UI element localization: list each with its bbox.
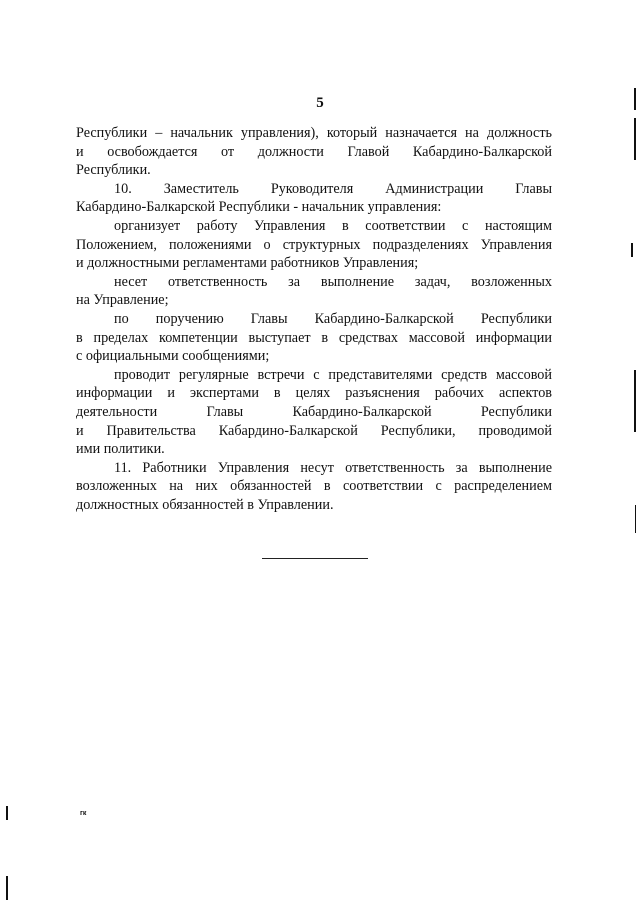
text-line: должностных обязанностей в Управлении. <box>76 496 334 513</box>
document-body <box>76 124 552 514</box>
text-line: несет ответственность за выполнение задач, возложенных <box>114 273 552 290</box>
text-line: ими политики. <box>76 441 165 458</box>
page-number: 5 <box>316 95 324 111</box>
paragraph-organizes-cont <box>76 236 552 273</box>
paragraph-responsibility <box>76 273 552 292</box>
paragraph-media <box>76 310 552 329</box>
text-line: возложенных на них обязанностей в соответствии с распределением <box>76 478 552 495</box>
text-line: и Правительства Кабардино-Балкарской Республики, проводимой <box>76 422 552 439</box>
scan-mark <box>634 370 636 432</box>
scan-mark <box>634 88 636 110</box>
text-line: Республики. <box>76 162 151 179</box>
scan-mark <box>634 118 636 160</box>
paragraph-meetings <box>76 366 552 385</box>
paragraph-item-10 <box>76 180 552 199</box>
text-line: по поручению Главы Кабардино-Балкарской Республики <box>114 310 552 327</box>
footer-code: гк <box>80 810 87 817</box>
scan-mark <box>6 876 8 900</box>
text-line: 11. Работники Управления несут ответственность за выполнение <box>114 459 552 476</box>
paragraph-meetings-cont <box>76 384 552 458</box>
text-line: с официальными сообщениями; <box>76 348 270 365</box>
text-line: и освобождается от должности Главой Кабардино-Балкарской <box>76 143 552 160</box>
text-line: информации и экспертами в целях разъяснения рабочих аспектов <box>76 385 552 402</box>
paragraph-appointment <box>76 124 552 180</box>
paragraph-item-11 <box>76 459 552 478</box>
paragraph-item-11-cont <box>76 477 552 514</box>
text-line: деятельности Главы Кабардино-Балкарской Республики <box>76 403 552 420</box>
text-line: на Управление; <box>76 292 169 309</box>
scan-mark <box>6 806 8 820</box>
text-line: Положением, положениями о структурных подразделениях Управления <box>76 236 552 253</box>
paragraph-responsibility-cont <box>76 291 552 310</box>
text-line: проводит регулярные встречи с представителями средств массовой <box>114 366 552 383</box>
text-line: Кабардино-Балкарской Республики - начальник управления: <box>76 199 442 216</box>
text-line: организует работу Управления в соответствии с настоящим <box>114 217 552 234</box>
end-separator-line <box>262 558 368 559</box>
text-line: в пределах компетенции выступает в средствах массовой информации <box>76 329 552 346</box>
paragraph-item-10-cont <box>76 198 552 217</box>
paragraph-organizes <box>76 217 552 236</box>
paragraph-media-cont <box>76 329 552 366</box>
scan-mark <box>631 243 633 257</box>
text-line: и должностными регламентами работников Управления; <box>76 255 419 272</box>
text-line: Республики – начальник управления), который назначается на должность <box>76 125 552 141</box>
text-line: 10. Заместитель Руководителя Администрации Главы <box>114 180 552 197</box>
scan-mark <box>635 505 636 533</box>
